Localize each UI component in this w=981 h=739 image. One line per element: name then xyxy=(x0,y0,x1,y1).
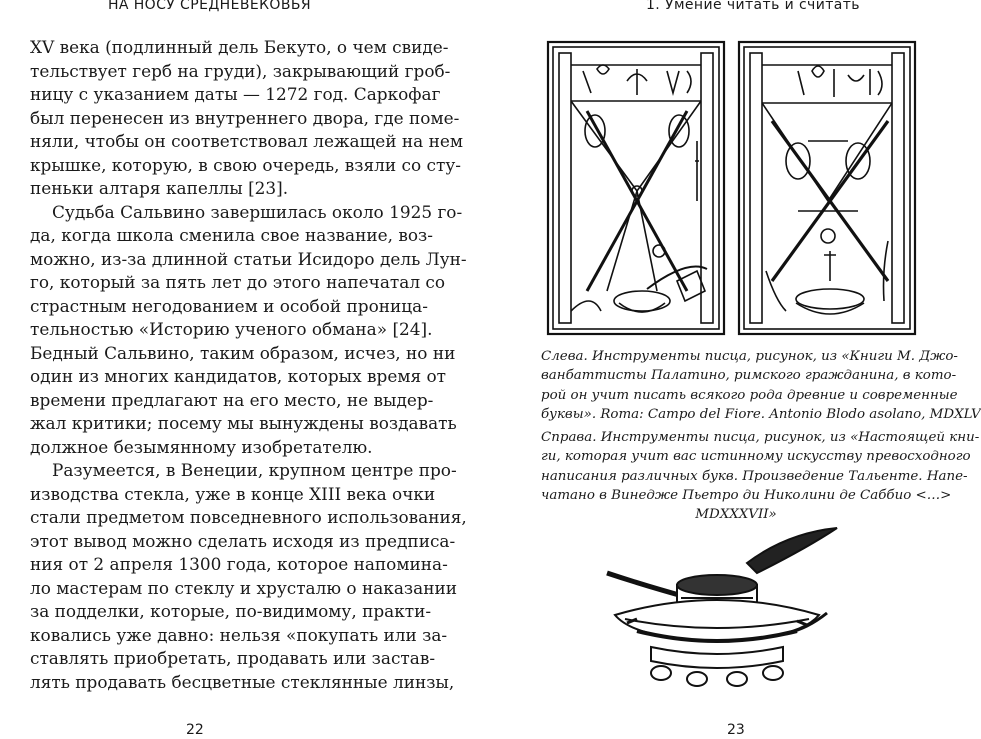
text-line: да, когда школа сменила свое название, воз- xyxy=(30,225,433,245)
left-page xyxy=(0,0,466,739)
text-line: ния от 2 апреля 1300 года, которое напомина- xyxy=(30,554,448,574)
caption-right xyxy=(541,428,980,524)
text-line: няли, чтобы он соответствовал лежащей на нем xyxy=(30,131,463,151)
text-line: ставлять приобретать, продавать или застав- xyxy=(30,648,436,668)
page-number: 23 xyxy=(727,722,745,738)
text-line: ковались уже давно: нельзя «покупать или за- xyxy=(30,624,448,645)
text-line: за подделки, которые, по-видимому, практи- xyxy=(30,601,432,621)
caption-left xyxy=(541,347,981,424)
caption-line: рой он учит писать всякого рода древние и современные xyxy=(541,387,958,403)
text-line: один из многих кандидатов, которых время от xyxy=(30,366,447,386)
text-line: ницу с указанием даты — 1272 год. Саркофаг xyxy=(30,84,441,104)
caption-line: написания различных букв. Произведение Тальенте. Напе- xyxy=(541,468,968,484)
caption-line: MDXXXVII» xyxy=(695,507,777,523)
text-line: должное безымянному изобретателю. xyxy=(30,436,373,457)
text-line: крышке, которую, в свою очередь, взяли со сту- xyxy=(30,154,461,175)
text-line: ло мастерам по стеклу и хрусталю о наказании xyxy=(30,577,457,598)
text-line: пеньки алтаря капеллы [23]. xyxy=(30,178,289,198)
text-line: страстным негодованием и особой проница- xyxy=(30,295,428,316)
text-line: жал критики; посему мы вынуждены воздавать xyxy=(30,413,457,433)
woodcut-scribe-tools-left xyxy=(547,41,725,335)
running-head: 1. Умение читать и считать xyxy=(646,0,860,13)
text-line: лять продавать бесцветные стеклянные линзы, xyxy=(30,671,455,692)
text-line: го, который за пять лет до этого напечатал со xyxy=(30,272,446,292)
page-number: 22 xyxy=(186,722,204,738)
body-text xyxy=(30,36,467,694)
inkwell-illustration xyxy=(597,523,837,703)
caption-line: буквы». Roma: Campo del Fiore. Antonio Blodo asolano, MDXLV xyxy=(541,406,981,422)
caption-line: ванбаттисты Палатино, римского гражданина, в кото- xyxy=(541,368,957,384)
text-line: можно, из-за длинной статьи Исидоро дель Лун- xyxy=(30,248,467,269)
text-line: был перенесен из внутреннего двора, где поме- xyxy=(30,107,460,128)
text-line: Разумеется, в Венеции, крупном центре про- xyxy=(52,460,457,480)
caption-line: Слева. Инструменты писца, рисунок, из «Книги М. Джо- xyxy=(541,349,958,364)
text-line: XV века (подлинный дель Бекуто, о чем свиде- xyxy=(30,37,449,57)
caption-line: чатано в Винедже Пьетро ди Николини де Саббио <…> xyxy=(541,487,952,503)
running-head: НА НОСУ СРЕДНЕВЕКОВЬЯ xyxy=(108,0,311,13)
text-line: Бедный Сальвино, таким образом, исчез, но ни xyxy=(30,342,456,363)
woodcut-scribe-tools-right xyxy=(738,41,916,335)
text-line: времени предлагают на его место, не выдер- xyxy=(30,389,434,410)
text-line: тельствует герб на груди), закрывающий гроб- xyxy=(30,60,451,81)
caption-line: Справа. Инструменты писца, рисунок, из «Настоящей кни- xyxy=(541,430,980,445)
caption-line: ги, которая учит вас истинному искусству превосходного xyxy=(541,449,971,465)
text-line: Судьба Сальвино завершилась около 1925 го- xyxy=(52,201,463,222)
text-line: тельностью «Историю ученого обмана» [24]. xyxy=(30,319,433,339)
text-line: стали предметом повседневного использования, xyxy=(30,507,467,527)
text-line: изводства стекла, уже в конце XIII века очки xyxy=(30,483,436,504)
text-line: этот вывод можно сделать исходя из предписа- xyxy=(30,530,456,551)
right-page xyxy=(466,0,981,739)
